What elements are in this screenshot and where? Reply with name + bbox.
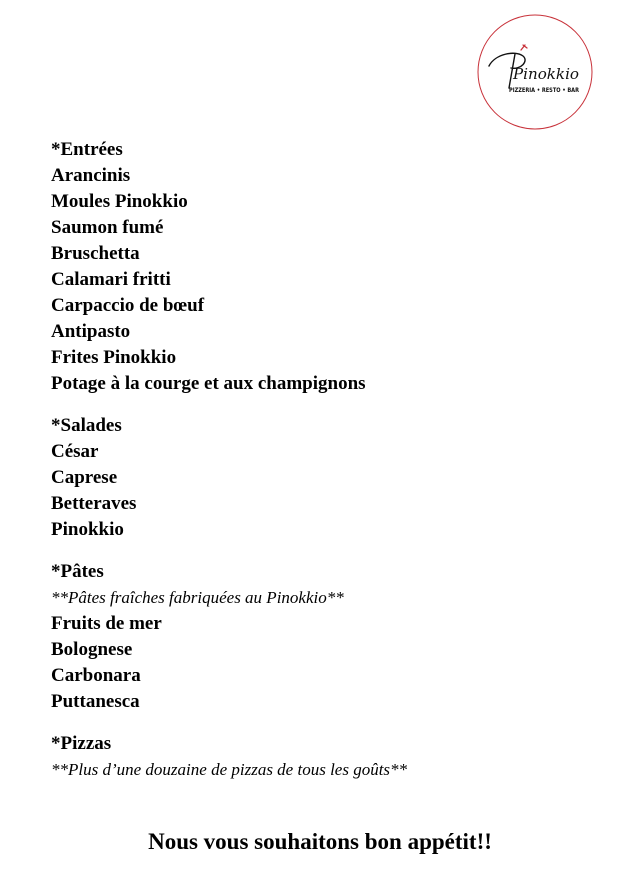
menu-item: Antipasto bbox=[51, 321, 131, 342]
menu-item: Frites Pinokkio bbox=[51, 347, 177, 368]
section-heading: *Pâtes bbox=[51, 561, 104, 582]
menu-item: César bbox=[51, 441, 99, 462]
section-note: **Plus d’une douzaine de pizzas de tous les goûts** bbox=[51, 760, 408, 779]
menu-section-pizzas bbox=[51, 731, 611, 783]
section-heading: *Pizzas bbox=[51, 733, 112, 754]
menu-item: Caprese bbox=[51, 467, 118, 488]
menu-item: Bruschetta bbox=[51, 243, 140, 264]
section-note: **Pâtes fraîches fabriquées au Pinokkio** bbox=[51, 588, 344, 607]
menu-section-entrees bbox=[51, 137, 611, 397]
menu-item: Pinokkio bbox=[51, 519, 124, 540]
menu-item: Potage à la courge et aux champignons bbox=[51, 373, 366, 394]
menu-item: Saumon fumé bbox=[51, 217, 164, 238]
menu-item: Betteraves bbox=[51, 493, 137, 514]
menu-item: Bolognese bbox=[51, 639, 133, 660]
logo-tagline: PIZZERIA • RESTO • BAR bbox=[509, 87, 580, 94]
section-heading: *Salades bbox=[51, 415, 122, 436]
menu-section-pates bbox=[51, 559, 611, 715]
menu-item: Moules Pinokkio bbox=[51, 191, 188, 212]
menu-list bbox=[51, 137, 611, 783]
menu-item: Carbonara bbox=[51, 665, 141, 686]
logo-wordmark: Pinokkio bbox=[511, 65, 579, 83]
menu-item: Calamari fritti bbox=[51, 269, 171, 290]
pinokkio-logo bbox=[475, 12, 595, 132]
menu-item: Carpaccio de bœuf bbox=[51, 295, 205, 316]
closing-message: Nous vous souhaitons bon appétit!! bbox=[148, 829, 492, 854]
menu-item: Fruits de mer bbox=[51, 613, 162, 634]
menu-item: Puttanesca bbox=[51, 691, 140, 712]
menu-item: Arancinis bbox=[51, 165, 131, 186]
menu-section-salades bbox=[51, 413, 611, 543]
section-heading: *Entrées bbox=[51, 139, 123, 160]
